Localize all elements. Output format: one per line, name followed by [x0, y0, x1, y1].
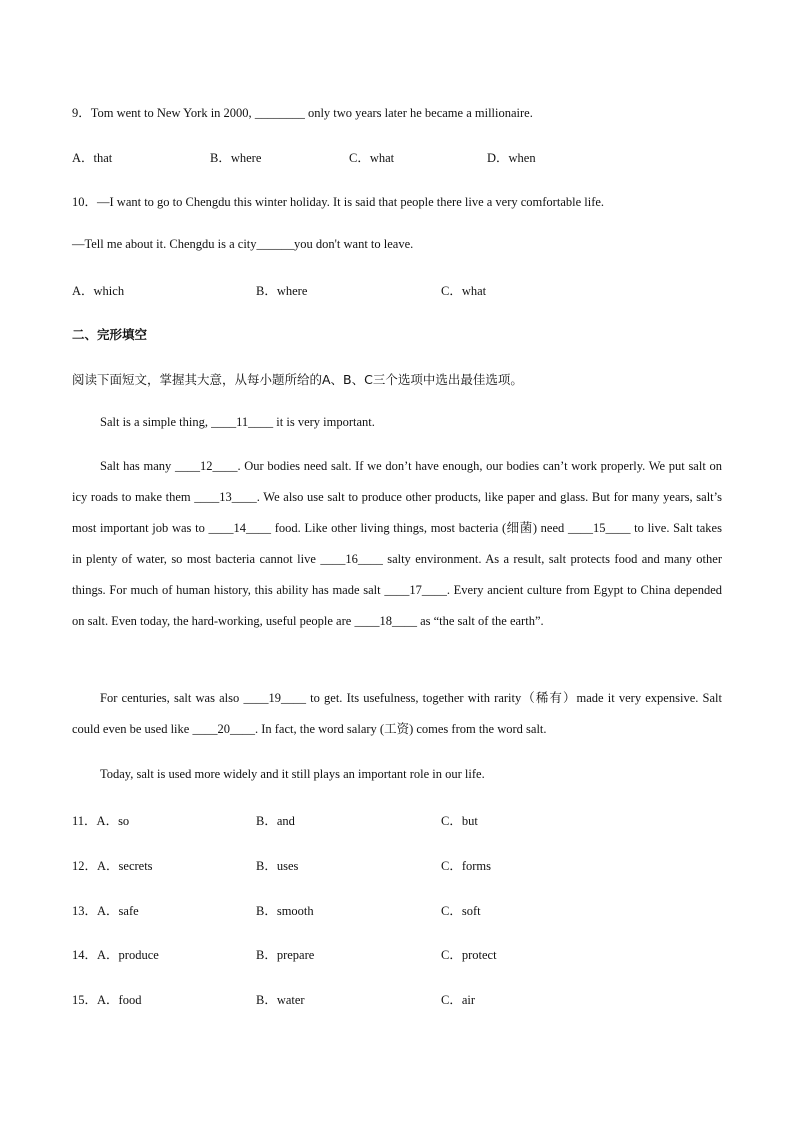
q15-option-a: 15．A．food [72, 993, 142, 1007]
passage-text: as “the salt of the earth”. [416, 614, 544, 628]
blank-14: ____14____ [208, 521, 272, 535]
passage-text: . We also use salt to produce other products, like paper and glass. But for many years, salt’s most important job was to [72, 490, 722, 535]
passage-text: salty environment. As a result, salt protects food and many other things. For much of human history, this ability has made salt [72, 552, 722, 597]
passage-text: Salt is a simple thing, [100, 415, 212, 429]
q11-option-a: 11．A．so [72, 814, 130, 828]
q10-line2-part: —Tell me about it. Chengdu is a city [72, 237, 257, 251]
blank-13: ____13____ [194, 490, 257, 504]
q9-blank: ________ [254, 106, 305, 120]
passage-paragraph-2 [72, 451, 722, 637]
passage-paragraph-3 [72, 683, 722, 745]
blank-17: ____17____ [384, 583, 447, 597]
q9-stem-part: 9．Tom went to New York in 2000, [72, 106, 255, 120]
blank-19: ____19____ [243, 691, 306, 705]
q11-option-c: C．but [441, 814, 478, 828]
q14-option-a: 14．A．produce [72, 948, 159, 962]
passage-paragraph-1 [72, 407, 722, 438]
passage-text: it is very important. [273, 415, 375, 429]
q9-option-a: A．that [72, 151, 113, 165]
passage-paragraph-4: Today, salt is used more widely and it still plays an important role in our life. [100, 767, 485, 781]
question-9-stem [72, 103, 533, 121]
q9-option-c: C．what [349, 151, 395, 165]
passage-text: to get. Its usefulness, together with rarity（稀有）made it very expensive. Salt could even be used like [72, 691, 722, 736]
q10-option-a: A．which [72, 284, 125, 298]
q13-option-a: 13．A．safe [72, 904, 139, 918]
q12-option-a: 12．A．secrets [72, 859, 153, 873]
blank-15: ____15____ [567, 521, 631, 535]
section-title: 二、完形填空 [72, 327, 148, 342]
q13-option-c: C．soft [441, 904, 481, 918]
q12-option-b: B．uses [256, 859, 299, 873]
q13-option-b: B．smooth [256, 904, 314, 918]
passage-text: to live. Salt takes in plenty of water, so most bacteria cannot live [72, 521, 722, 566]
q14-option-b: B．prepare [256, 948, 315, 962]
q10-option-c: C．what [441, 284, 487, 298]
passage-text: food. Like other living things, most bacteria (细菌) need [271, 521, 568, 535]
question-10-line1: 10．—I want to go to Chengdu this winter holiday. It is said that people there live a very comfortable life. [72, 195, 605, 209]
blank-12: ____12____ [174, 459, 238, 473]
q11-option-b: B．and [256, 814, 295, 828]
q15-option-c: C．air [441, 993, 476, 1007]
q10-line2-part: you don't want to leave. [294, 237, 414, 251]
question-10-line2 [72, 237, 413, 252]
q10-option-b: B．where [256, 284, 308, 298]
passage-text: . In fact, the word salary (工资) comes from the word salt. [254, 722, 547, 736]
blank-20: ____20____ [192, 722, 255, 736]
q9-option-d: D．when [487, 151, 536, 165]
q9-stem-part: only two years later he became a millionaire. [304, 106, 533, 120]
q14-option-c: C．protect [441, 948, 497, 962]
q12-option-c: C．forms [441, 859, 492, 873]
q10-blank: ______ [256, 237, 295, 251]
q9-option-b: B．where [210, 151, 262, 165]
passage-text: Salt has many [100, 459, 175, 473]
passage-text: For centuries, salt was also [100, 691, 244, 705]
q15-option-b: B．water [256, 993, 305, 1007]
blank-18: ____18____ [354, 614, 417, 628]
section-instruction: 阅读下面短文，掌握其大意，从每小题所给的A、B、C三个选项中选出最佳选项。 [72, 372, 523, 387]
passage-text: . Our bodies need salt. If we don’t have enough, our bodies can’t work properly. We put salt on icy roads to make them [72, 459, 722, 504]
passage-text: . Every ancient culture from Egypt to China depended on salt. Even today, the hard-working, useful people are [72, 583, 722, 628]
blank-16: ____16____ [320, 552, 383, 566]
blank-11: ____11____ [211, 415, 274, 429]
